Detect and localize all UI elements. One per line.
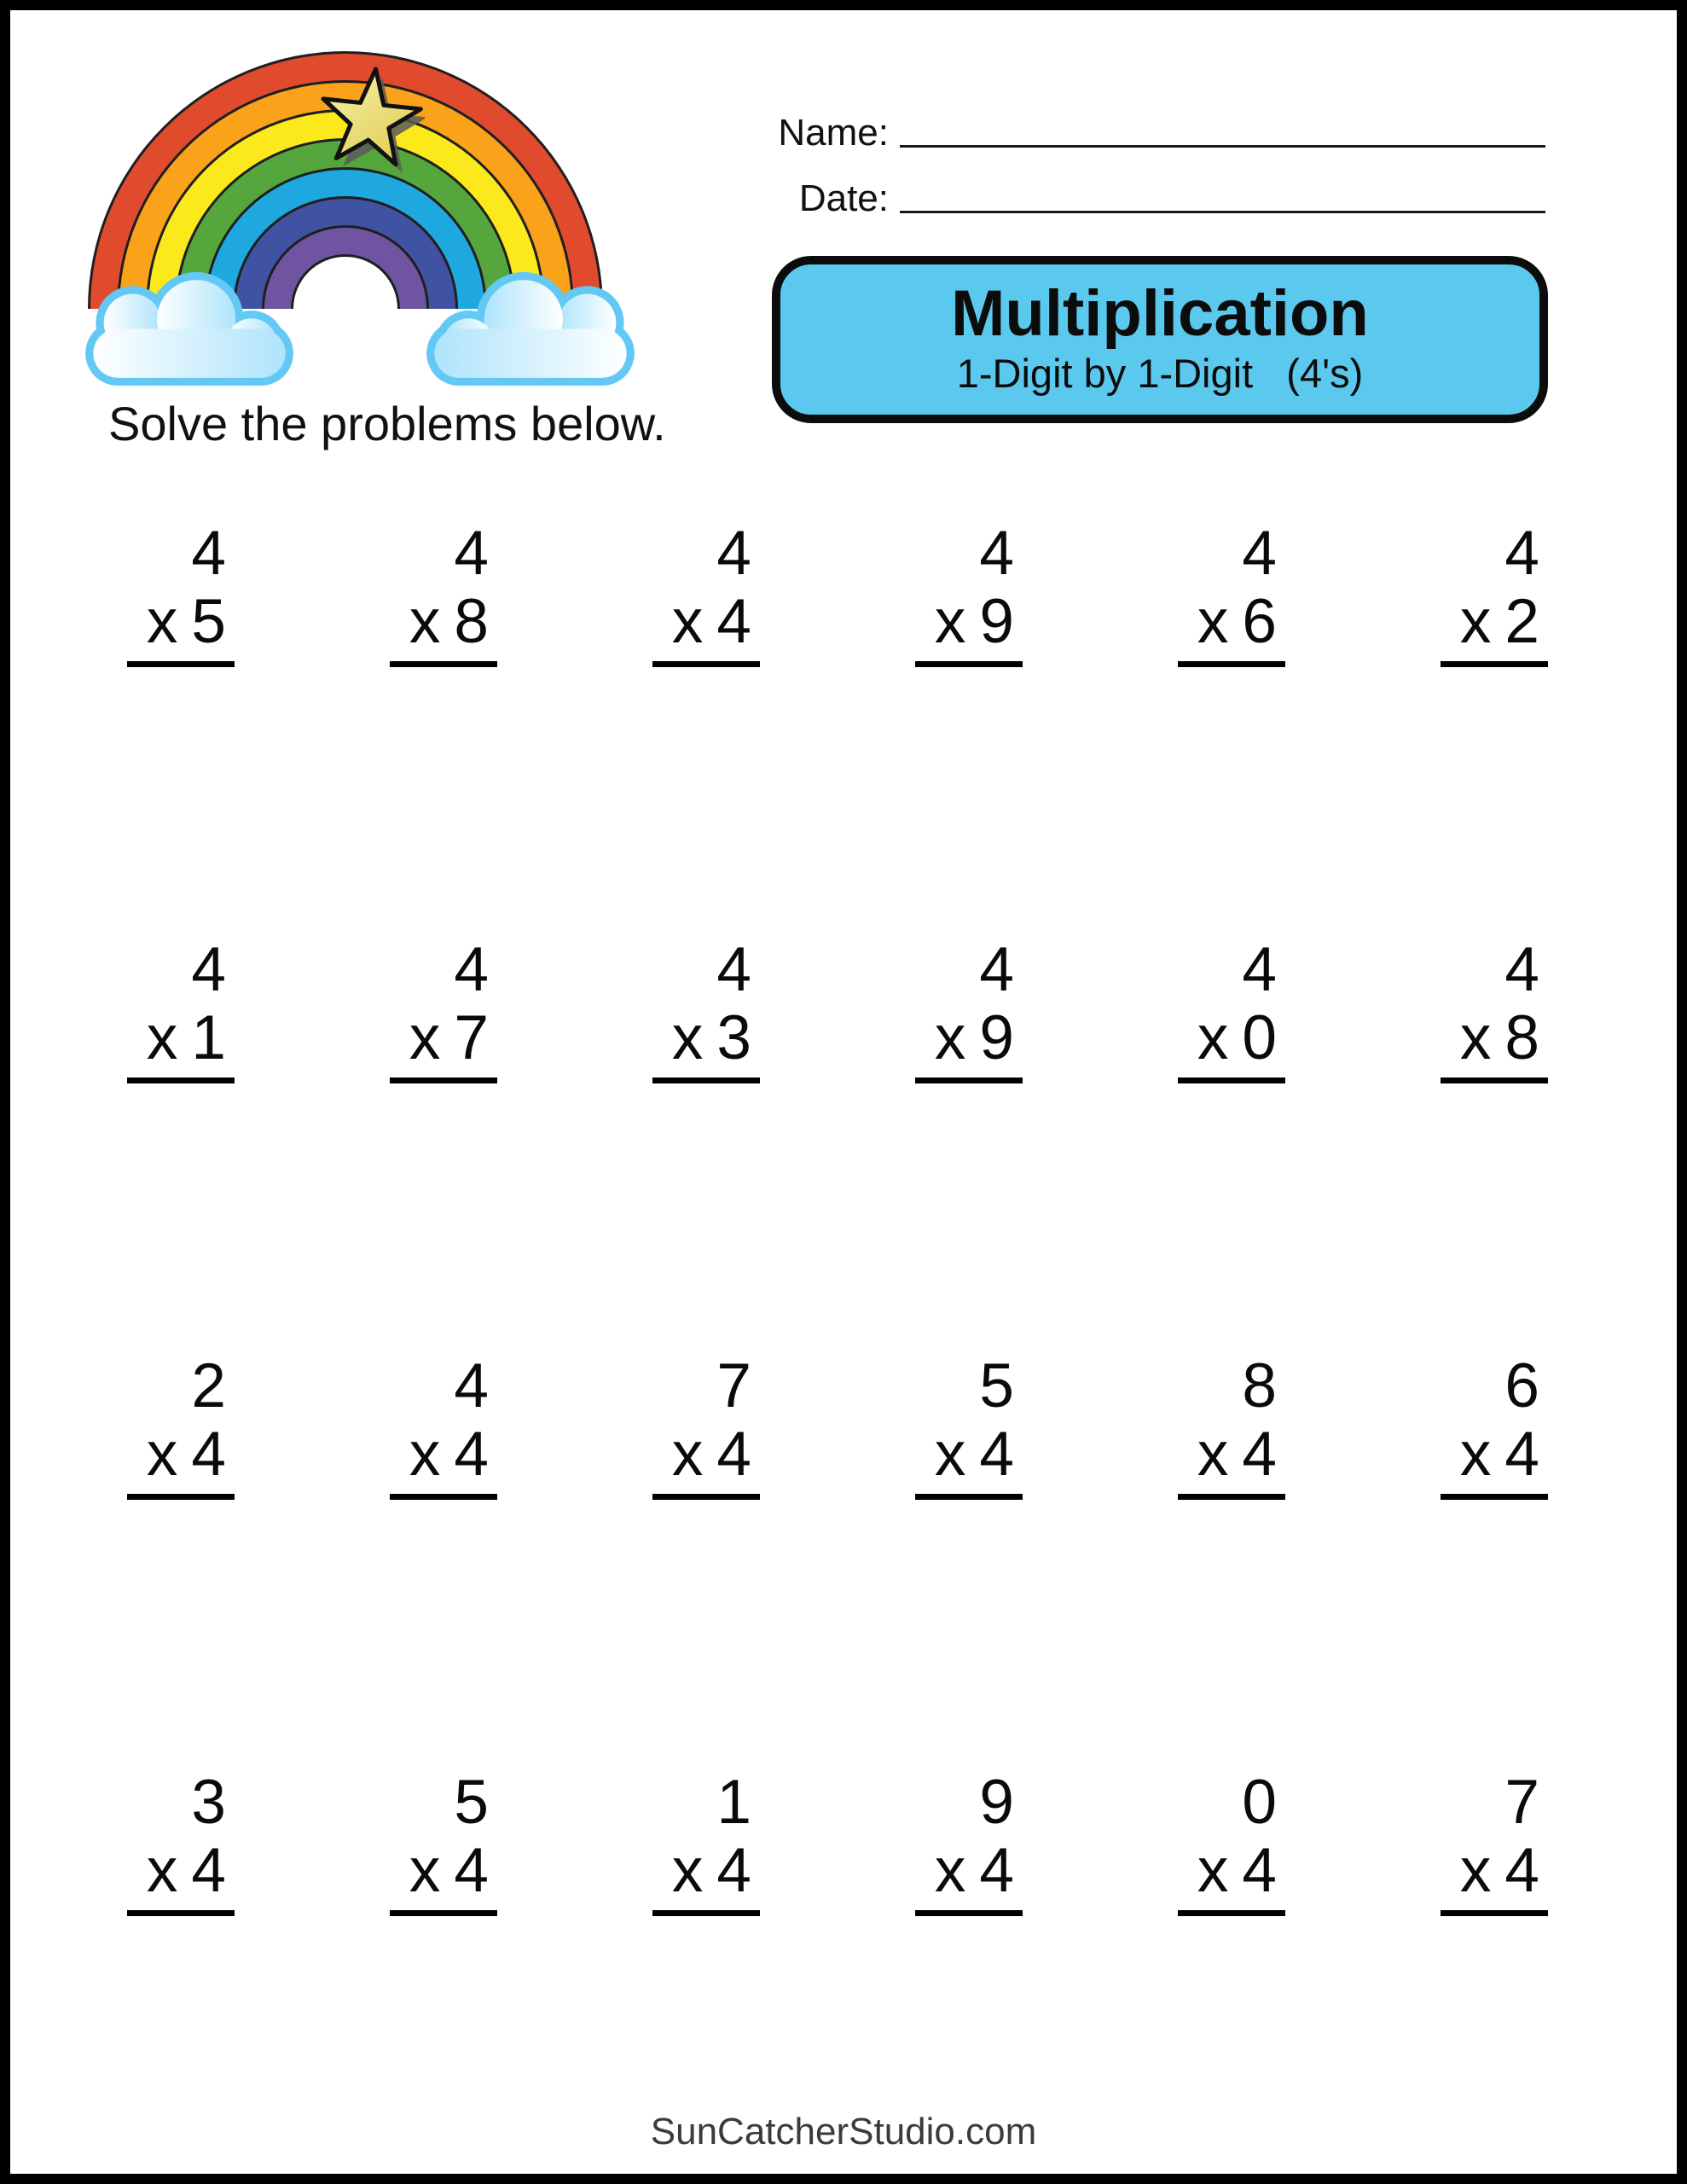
answer-line [915, 661, 1023, 667]
multiplication-problem [127, 937, 235, 1083]
multiplier: 9 [979, 1003, 1014, 1072]
multiplicand: 2 [191, 1351, 226, 1420]
multiply-operator: x [1459, 587, 1492, 656]
multiply-operator: x [934, 1836, 966, 1905]
multiply-operator: x [934, 1420, 966, 1489]
multiply-operator: x [934, 587, 966, 656]
answer-line [652, 1494, 760, 1500]
multiplicand: 4 [454, 935, 489, 1004]
multiplicand: 4 [1504, 519, 1539, 588]
problem-row-4 [127, 1769, 1548, 1916]
answer-line [1178, 661, 1285, 667]
multiply-operator: x [409, 1420, 441, 1489]
footer-text: SunCatcherStudio.com [650, 2111, 1037, 2152]
answer-line [1178, 1910, 1285, 1916]
answer-line [127, 1077, 235, 1083]
multiplicand: 4 [1242, 519, 1277, 588]
multiplier: 4 [979, 1836, 1014, 1905]
multiply-operator: x [146, 1420, 178, 1489]
multiplier: 4 [716, 1836, 751, 1905]
multiplier: 4 [191, 1420, 226, 1489]
multiplier: 4 [716, 1420, 751, 1489]
multiplicand: 7 [1504, 1768, 1539, 1837]
problem-row-1 [127, 520, 1548, 667]
multiplier: 7 [454, 1003, 489, 1072]
answer-line [652, 1077, 760, 1083]
multiplication-problem [390, 1769, 497, 1916]
name-line [900, 145, 1545, 148]
multiply-operator: x [1197, 1420, 1229, 1489]
problem-row-2 [127, 937, 1548, 1083]
multiplier: 4 [191, 1836, 226, 1905]
answer-line [1441, 1910, 1548, 1916]
problem-row-3 [127, 1353, 1548, 1500]
answer-line [127, 661, 235, 667]
answer-line [390, 1910, 497, 1916]
instruction-text: Solve the problems below. [108, 397, 666, 450]
date-line [900, 211, 1545, 213]
answer-line [915, 1077, 1023, 1083]
multiplication-problem [1441, 1769, 1548, 1916]
multiply-operator: x [671, 1420, 704, 1489]
multiplier: 0 [1242, 1003, 1277, 1072]
multiply-operator: x [146, 1003, 178, 1072]
multiplication-problem [1178, 937, 1285, 1083]
multiply-operator: x [1197, 1836, 1229, 1905]
multiplicand: 4 [1504, 935, 1539, 1004]
worksheet-subtitle: 1-Digit by 1-Digit (4's) [956, 350, 1364, 396]
multiplier: 8 [1504, 1003, 1539, 1072]
answer-line [1178, 1077, 1285, 1083]
multiply-operator: x [409, 1003, 441, 1072]
multiplicand: 8 [1242, 1351, 1277, 1420]
multiplicand: 0 [1242, 1768, 1277, 1837]
multiplicand: 4 [454, 1351, 489, 1420]
multiplier: 8 [454, 587, 489, 656]
name-label: Name: [778, 112, 889, 154]
title-box [772, 256, 1548, 423]
multiplicand: 6 [1504, 1351, 1539, 1420]
multiplication-problem [652, 937, 760, 1083]
multiply-operator: x [1459, 1003, 1492, 1072]
multiplication-problem [915, 1769, 1023, 1916]
answer-line [915, 1494, 1023, 1500]
multiplicand: 9 [979, 1768, 1014, 1837]
multiplicand: 4 [716, 519, 751, 588]
multiplier: 4 [1242, 1420, 1277, 1489]
multiplier: 1 [191, 1003, 226, 1072]
multiplication-problem [915, 937, 1023, 1083]
multiplier: 4 [979, 1420, 1014, 1489]
multiply-operator: x [1459, 1836, 1492, 1905]
worksheet-title: Multiplication [951, 277, 1369, 350]
date-label: Date: [798, 177, 889, 219]
multiplication-problem [1178, 1769, 1285, 1916]
multiplicand: 4 [979, 935, 1014, 1004]
multiply-operator: x [146, 1836, 178, 1905]
multiplier: 3 [716, 1003, 751, 1072]
multiply-operator: x [671, 587, 704, 656]
multiply-operator: x [409, 1836, 441, 1905]
multiplier: 4 [1504, 1836, 1539, 1905]
problems-grid [127, 520, 1548, 1916]
cloud-left-icon [80, 270, 299, 389]
cloud-right-icon [421, 270, 640, 389]
answer-line [652, 661, 760, 667]
multiplication-problem [1441, 1353, 1548, 1500]
multiplication-problem [1441, 937, 1548, 1083]
answer-line [1441, 1077, 1548, 1083]
multiplicand: 7 [716, 1351, 751, 1420]
multiplicand: 4 [1242, 935, 1277, 1004]
multiplier: 6 [1242, 587, 1277, 656]
answer-line [1441, 1494, 1548, 1500]
multiplicand: 4 [979, 519, 1014, 588]
multiplication-problem [1178, 520, 1285, 667]
multiplier: 4 [1504, 1420, 1539, 1489]
multiplier: 4 [1242, 1836, 1277, 1905]
multiplication-problem [652, 1353, 760, 1500]
multiplicand: 1 [716, 1768, 751, 1837]
multiplier: 4 [716, 587, 751, 656]
multiplicand: 4 [716, 935, 751, 1004]
multiply-operator: x [409, 587, 441, 656]
multiplier: 2 [1504, 587, 1539, 656]
multiplication-problem [127, 1353, 235, 1500]
answer-line [127, 1910, 235, 1916]
multiply-operator: x [146, 587, 178, 656]
multiplicand: 4 [191, 935, 226, 1004]
answer-line [390, 661, 497, 667]
multiplication-problem [390, 1353, 497, 1500]
multiplication-problem [915, 520, 1023, 667]
answer-line [1441, 661, 1548, 667]
multiplicand: 4 [454, 519, 489, 588]
answer-line [915, 1910, 1023, 1916]
multiplicand: 5 [979, 1351, 1014, 1420]
multiply-operator: x [671, 1003, 704, 1072]
multiplicand: 5 [454, 1768, 489, 1837]
answer-line [652, 1910, 760, 1916]
multiplication-problem [1441, 520, 1548, 667]
multiply-operator: x [1197, 587, 1229, 656]
multiply-operator: x [1459, 1420, 1492, 1489]
multiplication-problem [390, 520, 497, 667]
star-icon [316, 67, 425, 177]
multiplication-problem [127, 1769, 235, 1916]
multiplicand: 3 [191, 1768, 226, 1837]
multiplication-problem [127, 520, 235, 667]
multiplicand: 4 [191, 519, 226, 588]
multiplier: 4 [454, 1836, 489, 1905]
multiplication-problem [915, 1353, 1023, 1500]
multiplication-problem [652, 520, 760, 667]
multiplier: 9 [979, 587, 1014, 656]
multiplier: 5 [191, 587, 226, 656]
multiply-operator: x [1197, 1003, 1229, 1072]
multiply-operator: x [671, 1836, 704, 1905]
multiply-operator: x [934, 1003, 966, 1072]
answer-line [1178, 1494, 1285, 1500]
multiplication-problem [390, 937, 497, 1083]
multiplication-problem [652, 1769, 760, 1916]
multiplication-problem [1178, 1353, 1285, 1500]
multiplier: 4 [454, 1420, 489, 1489]
answer-line [390, 1077, 497, 1083]
answer-line [390, 1494, 497, 1500]
answer-line [127, 1494, 235, 1500]
